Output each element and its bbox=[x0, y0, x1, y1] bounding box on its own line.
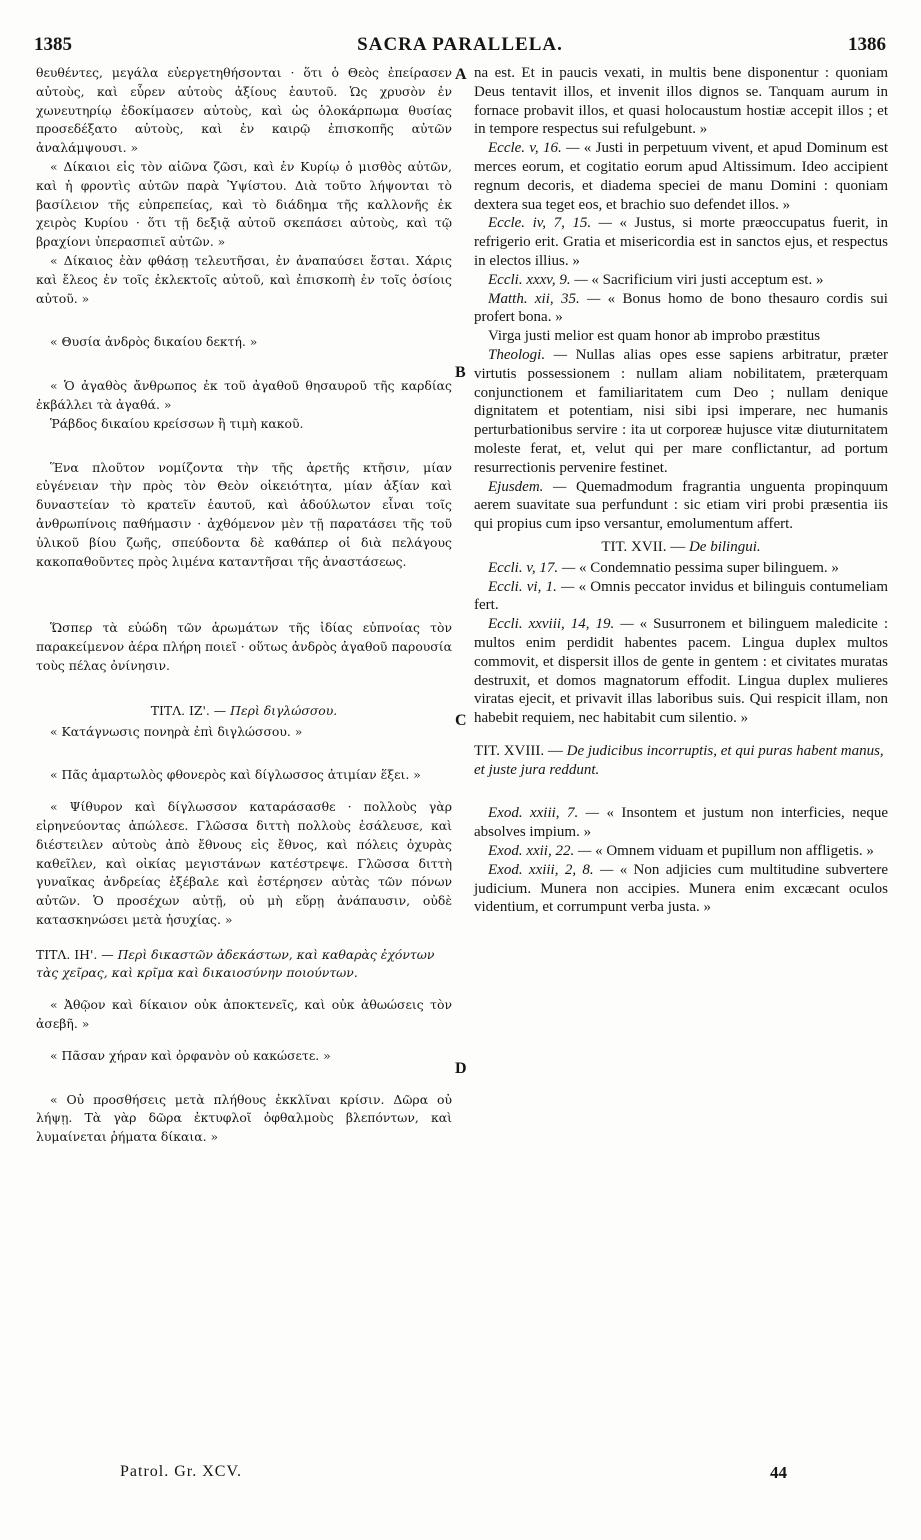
latin-quote: « Sacrificium viri justi acceptum est. » bbox=[591, 271, 824, 288]
latin-paragraph bbox=[474, 842, 888, 861]
latin-column bbox=[474, 64, 888, 917]
margin-marker-b: B bbox=[455, 364, 466, 381]
greek-title-subject: Περὶ δικαστῶν ἀδεκάστων, καὶ καθαρὰς ἐχόντων τὰς χεῖρας, καὶ κρῖμα καὶ δικαιοσύνην ποιούντων. bbox=[36, 946, 435, 981]
scripture-reference: Ejusdem. — bbox=[488, 478, 567, 495]
latin-paragraph bbox=[474, 804, 888, 842]
greek-paragraph: « Ὁ ἀγαθὸς ἄνθρωπος ἐκ τοῦ ἀγαθοῦ θησαυροῦ τῆς καρδίας ἐκβάλλει τὰ ἀγαθά. » bbox=[36, 378, 452, 412]
latin-paragraph bbox=[474, 578, 888, 616]
scripture-reference: Theologi. — bbox=[488, 346, 568, 363]
latin-paragraph bbox=[474, 861, 888, 917]
scripture-reference: Eccli. xxxv, 9. — bbox=[488, 271, 588, 288]
greek-column bbox=[36, 64, 452, 1147]
running-title: SACRA PARALLELA. bbox=[357, 34, 563, 55]
scripture-reference: Exod. xxiii, 2, 8. — bbox=[488, 861, 614, 878]
latin-paragraph: na est. Et in paucis vexati, in multis bene disponentur : quoniam Deus tentavit illos, et invenit illos dignos se. Tanquam aurum in fornace probavit illos, et quasi holocaustum hostiæ accepit illos ; et in tempore respectus sui refulgebunt. » bbox=[474, 65, 888, 138]
page-header bbox=[34, 34, 886, 58]
greek-paragraph: « Πᾶσαν χήραν καὶ ὀρφανὸν οὐ κακώσετε. » bbox=[50, 1047, 331, 1063]
scripture-reference: Matth. xii, 35. — bbox=[488, 290, 601, 307]
latin-quote: « Susurronem et bilinguem maledicite : multos enim perdidit habentes pacem. Lingua duplex multos commovit, et dispersit illos de gente in gentem : et civitates muratas destruxit, et domos magnatorum effodit. Lingua duplex mulieres viratas ejecit, et privavit illas laboribus suis. Qui respicit illam, non habebit requiem, nec habitabit cum silentio. » bbox=[474, 616, 888, 727]
scripture-reference: Eccli. v, 17. — bbox=[488, 559, 576, 576]
latin-section-title bbox=[474, 538, 888, 557]
greek-paragraph: « Ἀθῷον καὶ δίκαιον οὐκ ἀποκτενεῖς, καὶ οὐκ ἀθωώσεις τὸν ἀσεβῆ. » bbox=[36, 997, 452, 1032]
greek-section-title bbox=[36, 702, 452, 721]
latin-quote: « Condemnatio pessima super bilinguem. » bbox=[578, 559, 839, 576]
latin-quote: « Non adjicies cum multitudine subvertere judicium. Munera non accipies. Munera enim excæcant oculos videntium, et corrumpunt verba justa. » bbox=[474, 861, 888, 916]
greek-paragraph: Ἕνα πλοῦτον νομίζοντα τὴν τῆς ἀρετῆς κτῆσιν, μίαν εὐγένειαν τὴν πρὸς τὸν Θεὸν οἰκειότητα, μίαν ἀξίαν καὶ δυναστείαν τὸ κρατεῖν ἑαυτοῦ, καὶ ἀδούλωτον εἶναι τοῖς ἀνθρωπίνοις παθήμασιν · ἀχθόμενον μὲν τῇ παρατάσει τῆς τοῦ ὑλικοῦ βίου ζωῆς, σπεύδοντα δὲ καθάπερ οἱ διὰ πελάγους κακοπαθοῦντες πρὸς λιμένα καταντῆσαι τῆς ἀναστάσεως. bbox=[36, 459, 452, 569]
latin-paragraph: Virga justi melior est quam honor ab improbo præstitus bbox=[488, 328, 821, 345]
greek-paragraph: « Δίκαιος ἐὰν φθάσῃ τελευτῆσαι, ἐν ἀναπαύσει ἔσται. Χάρις καὶ ἔλεος ἐν τοῖς ἐκλεκτοῖς αὐτοῦ, καὶ ἐπισκοπὴ ἐν τοῖς ὁσίοις αὐτοῦ. » bbox=[36, 252, 452, 306]
latin-quote: Quemadmodum fragrantia unguenta propinquum aerem suavitate sua perfundunt : sic etiam viri probi præsentia iis qui propius cum ipso versantur, emolumentum affert. bbox=[474, 478, 889, 533]
margin-marker-a: A bbox=[455, 66, 467, 83]
scripture-reference: Eccli. vi, 1. — bbox=[488, 578, 575, 595]
latin-paragraph bbox=[474, 290, 888, 328]
scripture-reference: Eccle. iv, 7, 15. — bbox=[488, 215, 612, 232]
greek-paragraph: « Κατάγνωσις πονηρὰ ἐπὶ διγλώσσου. » bbox=[50, 723, 303, 739]
latin-paragraph bbox=[474, 346, 888, 478]
margin-marker-c: C bbox=[455, 712, 467, 729]
latin-paragraph bbox=[474, 615, 888, 728]
latin-title-label: TIT. XVIII. — bbox=[474, 742, 563, 759]
latin-paragraph bbox=[474, 214, 888, 270]
latin-quote: « Bonus homo de bono thesauro cordis sui profert bona. » bbox=[474, 290, 888, 326]
greek-paragraph: « Πᾶς ἁμαρτωλὸς φθονερὸς καὶ δίγλωσσος ἀτιμίαν ἕξει. » bbox=[50, 767, 421, 783]
greek-paragraph: « Ψίθυρον καὶ δίγλωσσον καταράσασθε · πολλοὺς γὰρ εἰρηνεύοντας ἀπώλεσε. Γλῶσσα διττὴ πολλοὺς ἐσάλευσε, καὶ διέστειλεν αὐτοὺς ἀπὸ ἔθνους εἰς ἔθνος, καὶ πόλεις ὀχυρὰς καθεῖλεν, καὶ οἰκίας μεγιστάνων κατέστρεψε. Γλῶσσα διττὴ γυναῖκας ἀνδρείας ἐξέβαλε καὶ ἐστέρησεν αὐτὰς τῶν πόνων αὐτῶν. Ὁ προσέχων αὐτῇ, οὐ μὴ εὕρῃ ἀνάπαυσιν, οὐδὲ κατασκηνώσει μετὰ ἡσυχίας. » bbox=[36, 799, 452, 927]
scripture-reference: Exod. xxiii, 7. — bbox=[488, 805, 599, 822]
latin-title-label: TIT. XVII. — bbox=[601, 538, 686, 555]
greek-paragraph: « Δίκαιοι εἰς τὸν αἰῶνα ζῶσι, καὶ ἐν Κυρίῳ ὁ μισθὸς αὐτῶν, καὶ ἡ φροντὶς αὐτῶν παρὰ Ὑψίστου. Διὰ τοῦτο λήψονται τὸ βασίλειον τῆς εὐπρεπείας, καὶ τὸ διάδημα τῆς καλλονῆς ἐκ χειρὸς Κυρίου · ὅτι τῇ δεξιᾷ αὐτοῦ σκεπάσει αὐτοὺς, καὶ τῷ βραχίονι ὑπερασπιεῖ αὐτῶν. » bbox=[36, 158, 452, 250]
greek-paragraph: « Θυσία ἀνδρὸς δικαίου δεκτή. » bbox=[50, 334, 258, 350]
greek-title-label: ΤΙΤΛ. ΙΖ'. — bbox=[150, 702, 227, 718]
greek-paragraph: Ὥσπερ τὰ εὐώδη τῶν ἀρωμάτων τῆς ἰδίας εὐπνοίας τὸν παρακείμενον ἀέρα πλήρη ποιεῖ · οὕτως ἀνδρὸς ἀγαθοῦ παρουσία τοὺς πέλας ὀνίνησιν. bbox=[36, 620, 452, 673]
latin-paragraph bbox=[474, 139, 888, 214]
greek-paragraph: « Οὐ προσθήσεις μετὰ πλήθους ἐκκλῖναι κρίσιν. Δῶρα οὐ λήψῃ. Τὰ γὰρ δῶρα ἐκτυφλοῖ ὀφθαλμοὺς βλεπόντων, καὶ λυμαίνεται ῥήματα δίκαια. » bbox=[36, 1091, 452, 1145]
page-number-left: 1385 bbox=[34, 34, 72, 55]
latin-paragraph bbox=[474, 559, 888, 578]
footer-signature: 44 bbox=[770, 1463, 787, 1482]
latin-quote: « Omnem viduam et pupillum non affligetis. » bbox=[595, 843, 874, 860]
page-number-right: 1386 bbox=[848, 34, 886, 55]
greek-paragraph: θευθέντες, μεγάλα εὐεργετηθήσονται · ὅτι ὁ Θεὸς ἐπείρασεν αὐτοὺς, καὶ εὗρεν αὐτοὺς ἀξίους ἑαυτοῦ. Ὡς χρυσὸν ἐν χωνευτηρίῳ ἐδοκίμασεν αὐτοὺς, καὶ ὡς ὁλοκάρπωμα θυσίας προσεδέξατο αὐτοὺς, καὶ ἐν καιρῷ ἐπισκοπῆς αὐτῶν ἀναλάμψουσι. » bbox=[36, 65, 452, 156]
scripture-reference: Eccli. xxviii, 14, 19. — bbox=[488, 616, 634, 633]
scripture-reference: Eccle. v, 16. — bbox=[488, 140, 580, 157]
latin-quote: « Justi in perpetuum vivent, et apud Dominum est merces eorum, et cogitatio eorum apud Altissimum. Ideo accipient regnum decoris, et diadema speciei de manu Domini : quoniam dextera sua teget eos, et brachio suo defendet illos. » bbox=[474, 140, 889, 213]
greek-paragraph: Ῥάβδος δικαίου κρείσσων ἢ τιμὴ κακοῦ. bbox=[50, 415, 304, 431]
latin-section-title bbox=[474, 742, 888, 780]
greek-section-title bbox=[36, 946, 452, 984]
latin-quote: Nullas alias opes esse sapiens arbitratur, præter virtutis possessionem : nullam aliam nobilitatem, præterquam conjunctionem et familiaritatem cum Deo ; nullam denique dignitatem et potentiam, nisi sibi ipsi imperare, nec humanis perturbationibus servire : ita ut corporeæ hujusce vitæ diuturnitatem moleste ferat, et, velut qui per mare conflictantur, ad portum resurrectionis pervenire festinet. bbox=[474, 346, 888, 476]
greek-title-subject: Περὶ διγλώσσου. bbox=[230, 702, 338, 718]
latin-quote: « Omnis peccator invidus et bilinguis contumeliam fert. bbox=[474, 578, 888, 614]
footer-volume: Patrol. Gr. XCV. bbox=[120, 1463, 242, 1480]
scripture-reference: Exod. xxii, 22. — bbox=[488, 843, 592, 860]
latin-paragraph bbox=[474, 478, 888, 534]
margin-marker-d: D bbox=[455, 1060, 467, 1077]
greek-title-label: ΤΙΤΛ. ΙΗ'. — bbox=[36, 946, 114, 962]
latin-title-subject: De judicibus incorruptis, et qui puras habent manus, et juste jura reddunt. bbox=[474, 742, 884, 778]
latin-title-subject: De bilingui. bbox=[688, 538, 761, 555]
latin-quote: « Insontem et justum non interficies, neque absolves impium. » bbox=[474, 805, 889, 841]
latin-paragraph bbox=[474, 271, 888, 290]
latin-quote: « Justus, si morte præoccupatus fuerit, in refrigerio erit. Gratia et misericordia est in sanctos ejus, et respectus in electos illius. » bbox=[474, 215, 888, 269]
